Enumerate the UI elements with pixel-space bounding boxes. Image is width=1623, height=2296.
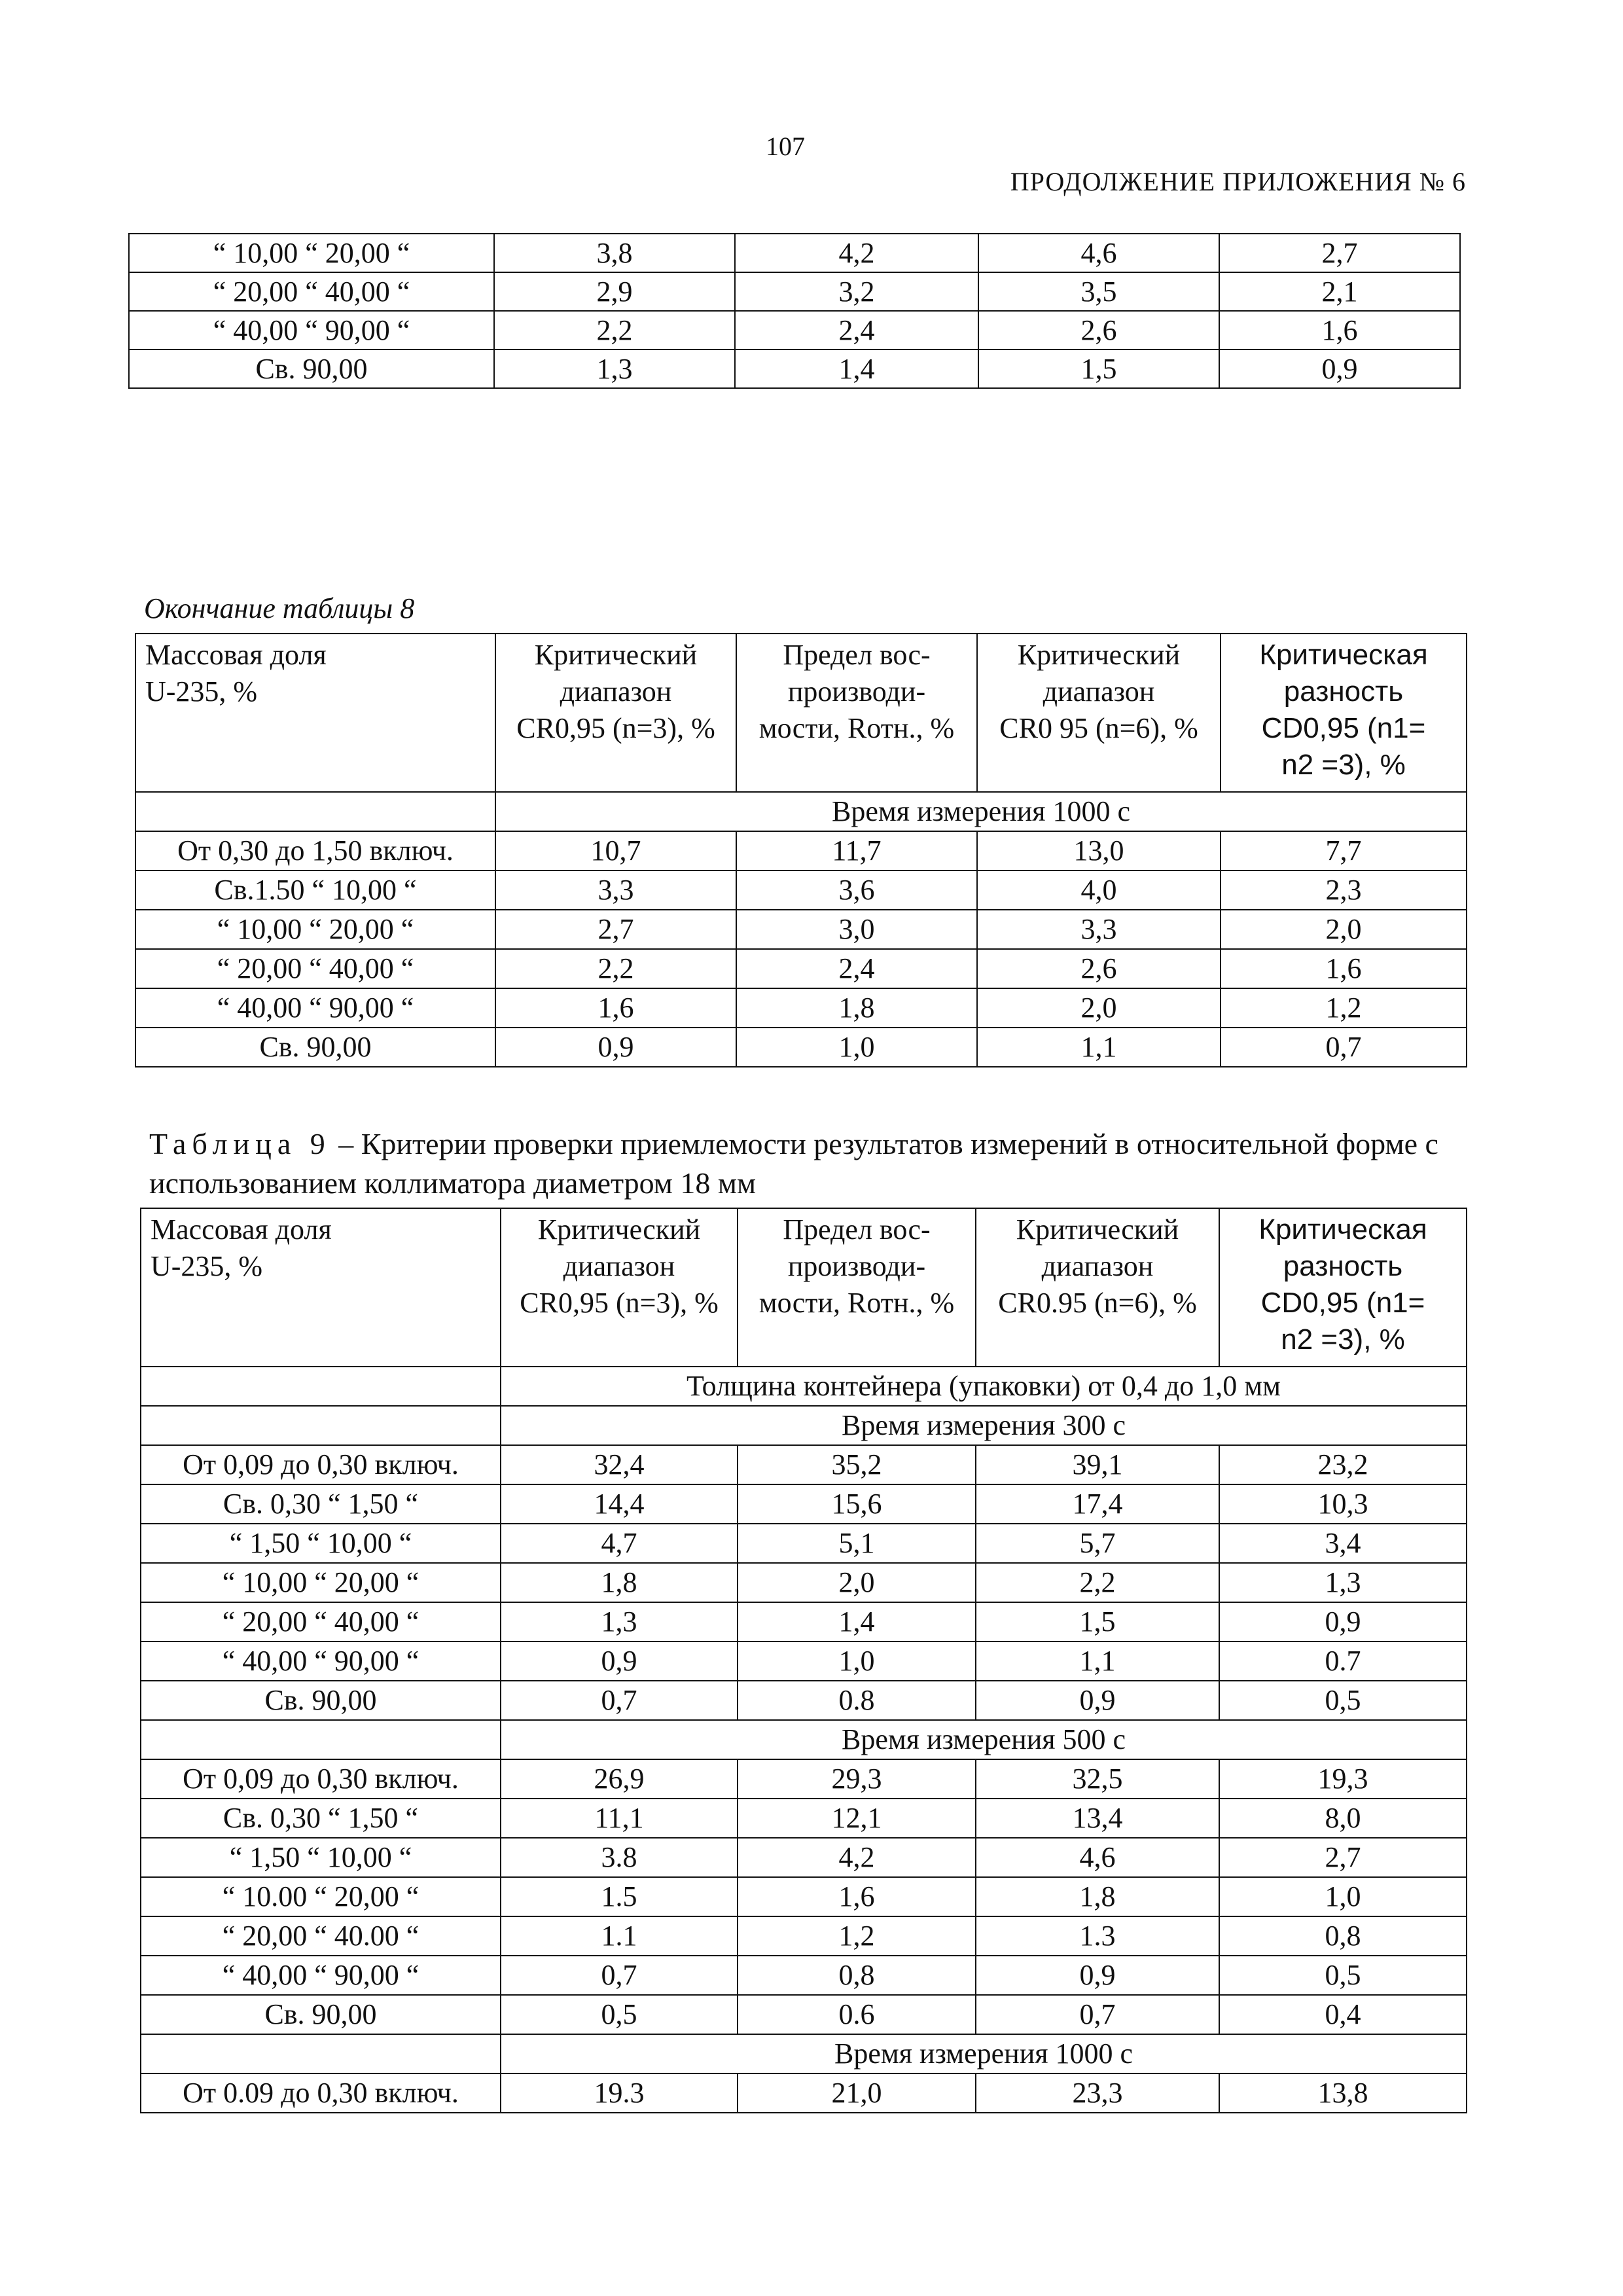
value-cell: 1.5: [501, 1877, 738, 1916]
row-label: “ 10,00 “ 20,00 “: [135, 910, 495, 949]
header-line: Массовая доля: [151, 1213, 332, 1246]
header-line: разность: [1283, 675, 1404, 708]
section-title: Время измерения 300 с: [501, 1406, 1467, 1445]
section-title-row: [141, 1720, 1467, 1759]
table-row: [135, 988, 1467, 1028]
value-cell: 0.7: [1219, 1641, 1467, 1681]
value-cell: 2,2: [976, 1563, 1219, 1602]
value-cell: 1,3: [494, 350, 735, 388]
value-cell: 4,6: [978, 234, 1219, 272]
table8: [135, 633, 1467, 1067]
value-cell: 2,4: [736, 949, 977, 988]
row-label: “ 40,00 “ 90,00 “: [141, 1956, 501, 1995]
table9-caption: [149, 1124, 1465, 1203]
empty-cell: [141, 1720, 501, 1759]
value-cell: 19,3: [1219, 1759, 1467, 1799]
value-cell: 0.8: [738, 1681, 976, 1720]
header-line: диапазон: [1043, 675, 1155, 708]
value-cell: 10,7: [495, 831, 736, 870]
value-cell: 0,9: [1219, 350, 1460, 388]
table9-header-cr-n3: [501, 1208, 738, 1367]
row-label: Св.1.50 “ 10,00 “: [135, 870, 495, 910]
value-cell: 1,8: [976, 1877, 1219, 1916]
row-label: Св. 90,00: [135, 1028, 495, 1067]
table8-header-mass-fraction: [135, 634, 495, 792]
value-cell: 1,8: [501, 1563, 738, 1602]
row-label: “ 20,00 “ 40,00 “: [141, 1602, 501, 1641]
header-line: Предел вос-: [783, 639, 931, 671]
value-cell: 2,0: [1221, 910, 1467, 949]
value-cell: 1,4: [738, 1602, 976, 1641]
header-line: CR0,95 (n=3), %: [520, 1287, 719, 1319]
header-line: U-235, %: [145, 675, 258, 708]
value-cell: 1,2: [1221, 988, 1467, 1028]
empty-cell: [141, 1367, 501, 1406]
value-cell: 13,0: [977, 831, 1221, 870]
value-cell: 2,6: [978, 311, 1219, 350]
header-line: Критическая: [1259, 639, 1428, 671]
value-cell: 11,1: [501, 1799, 738, 1838]
section-title: Время измерения 1000 с: [495, 792, 1467, 831]
value-cell: 32,4: [501, 1445, 738, 1484]
table-row: [135, 910, 1467, 949]
section-title-row: [141, 2034, 1467, 2073]
empty-cell: [141, 1406, 501, 1445]
header-line: производи-: [787, 675, 926, 708]
header-line: Предел вос-: [783, 1213, 931, 1246]
row-label: “ 40,00 “ 90,00 “: [141, 1641, 501, 1681]
header-line: Критическая: [1258, 1213, 1427, 1246]
value-cell: 13,8: [1219, 2073, 1467, 2113]
table-row: [141, 1956, 1467, 1995]
table9-header-row: [141, 1208, 1467, 1367]
table8-header-cr-n6: [977, 634, 1221, 792]
value-cell: 0,5: [1219, 1956, 1467, 1995]
value-cell: 3,5: [978, 272, 1219, 311]
value-cell: 3,8: [494, 234, 735, 272]
value-cell: 2,9: [494, 272, 735, 311]
value-cell: 5,1: [738, 1524, 976, 1563]
row-label: От 0.09 до 0,30 включ.: [141, 2073, 501, 2113]
table8-header-cr-n3: [495, 634, 736, 792]
value-cell: 13,4: [976, 1799, 1219, 1838]
header-line: Массовая доля: [145, 639, 327, 671]
value-cell: 23,3: [976, 2073, 1219, 2113]
table-row: [141, 1838, 1467, 1877]
table9-container-note: Толщина контейнера (упаковки) от 0,4 до 1,0 мм: [501, 1367, 1467, 1406]
table8-header-reproducibility: [736, 634, 977, 792]
value-cell: 2,6: [977, 949, 1221, 988]
value-cell: 0,5: [1219, 1681, 1467, 1720]
appendix-header: ПРОДОЛЖЕНИЕ ПРИЛОЖЕНИЯ № 6: [1010, 167, 1466, 196]
value-cell: 7,7: [1221, 831, 1467, 870]
value-cell: 1,0: [1219, 1877, 1467, 1916]
value-cell: 2,0: [738, 1563, 976, 1602]
value-cell: 8,0: [1219, 1799, 1467, 1838]
section-title-row: [135, 792, 1467, 831]
value-cell: 19.3: [501, 2073, 738, 2113]
value-cell: 0,9: [1219, 1602, 1467, 1641]
continuation-table: [128, 233, 1461, 389]
value-cell: 2,2: [495, 949, 736, 988]
table-row: [129, 350, 1460, 388]
value-cell: 1,0: [736, 1028, 977, 1067]
value-cell: 10,3: [1219, 1484, 1467, 1524]
header-line: CR0 95 (n=6), %: [999, 712, 1198, 744]
section-title-row: [141, 1406, 1467, 1445]
value-cell: 0,7: [501, 1956, 738, 1995]
value-cell: 4,6: [976, 1838, 1219, 1877]
value-cell: 14,4: [501, 1484, 738, 1524]
value-cell: 1,6: [495, 988, 736, 1028]
value-cell: 0,8: [1219, 1916, 1467, 1956]
table8-caption: Окончание таблицы 8: [144, 592, 415, 624]
row-label: От 0,30 до 1,50 включ.: [135, 831, 495, 870]
table8-header-row: [135, 634, 1467, 792]
row-label: Св. 90,00: [141, 1681, 501, 1720]
row-label: “ 40,00 “ 90,00 “: [135, 988, 495, 1028]
table9-header-reproducibility: [738, 1208, 976, 1367]
value-cell: 2,1: [1219, 272, 1460, 311]
table-row: [141, 1563, 1467, 1602]
table-row: [141, 1995, 1467, 2034]
table-row: [129, 272, 1460, 311]
table-row: [129, 234, 1460, 272]
header-line: Критический: [537, 1213, 701, 1246]
header-line: производи-: [787, 1250, 926, 1282]
table9-header-mass-fraction: [141, 1208, 501, 1367]
row-label: “ 20,00 “ 40.00 “: [141, 1916, 501, 1956]
header-line: CD0,95 (n1=: [1261, 712, 1426, 744]
value-cell: 0,9: [495, 1028, 736, 1067]
table-row: [141, 1799, 1467, 1838]
table-row: [141, 1916, 1467, 1956]
table-row: [141, 1759, 1467, 1799]
value-cell: 3,3: [495, 870, 736, 910]
header-line: диапазон: [560, 675, 672, 708]
value-cell: 1,3: [1219, 1563, 1467, 1602]
table9-header-cd: [1219, 1208, 1467, 1367]
value-cell: 0,4: [1219, 1995, 1467, 2034]
value-cell: 39,1: [976, 1445, 1219, 1484]
value-cell: 4,2: [738, 1838, 976, 1877]
value-cell: 2,0: [977, 988, 1221, 1028]
row-label: Св. 90,00: [141, 1995, 501, 2034]
header-line: Критический: [1017, 639, 1181, 671]
table-row: [135, 831, 1467, 870]
value-cell: 0,7: [976, 1995, 1219, 2034]
value-cell: 1.3: [976, 1916, 1219, 1956]
continuation-table-body: [129, 234, 1460, 388]
table-row: [141, 1524, 1467, 1563]
header-line: диапазон: [563, 1250, 675, 1282]
table-row: [141, 1484, 1467, 1524]
table-row: [129, 311, 1460, 350]
value-cell: 32,5: [976, 1759, 1219, 1799]
value-cell: 2,7: [495, 910, 736, 949]
table-row: [141, 1641, 1467, 1681]
header-line: CR0.95 (n=6), %: [998, 1287, 1197, 1319]
header-line: n2 =3), %: [1281, 749, 1406, 781]
row-label: Св. 0,30 “ 1,50 “: [141, 1484, 501, 1524]
row-label: “ 1,50 “ 10,00 “: [141, 1838, 501, 1877]
header-line: CD0,95 (n1=: [1260, 1287, 1425, 1319]
value-cell: 5,7: [976, 1524, 1219, 1563]
value-cell: 3,2: [735, 272, 978, 311]
value-cell: 2,7: [1219, 234, 1460, 272]
value-cell: 26,9: [501, 1759, 738, 1799]
table-row: [141, 1877, 1467, 1916]
value-cell: 3,4: [1219, 1524, 1467, 1563]
value-cell: 0,5: [501, 1995, 738, 2034]
value-cell: 1.1: [501, 1916, 738, 1956]
value-cell: 3.8: [501, 1838, 738, 1877]
table9-header-cr-n6: [976, 1208, 1219, 1367]
table-row: [141, 1602, 1467, 1641]
empty-cell: [135, 792, 495, 831]
header-line: Критический: [1016, 1213, 1179, 1246]
value-cell: 0,9: [501, 1641, 738, 1681]
row-label: “ 1,50 “ 10,00 “: [141, 1524, 501, 1563]
value-cell: 0,8: [738, 1956, 976, 1995]
header-line: Критический: [534, 639, 698, 671]
table-row: [135, 949, 1467, 988]
value-cell: 1,5: [976, 1602, 1219, 1641]
value-cell: 1,1: [976, 1641, 1219, 1681]
section-title: Время измерения 500 с: [501, 1720, 1467, 1759]
row-label: “ 20,00 “ 40,00 “: [129, 272, 494, 311]
value-cell: 1,6: [1221, 949, 1467, 988]
value-cell: 0.6: [738, 1995, 976, 2034]
value-cell: 29,3: [738, 1759, 976, 1799]
value-cell: 35,2: [738, 1445, 976, 1484]
header-line: разность: [1283, 1250, 1403, 1282]
value-cell: 17,4: [976, 1484, 1219, 1524]
value-cell: 3,6: [736, 870, 977, 910]
value-cell: 4,7: [501, 1524, 738, 1563]
row-label: “ 20,00 “ 40,00 “: [135, 949, 495, 988]
table-row: [141, 1681, 1467, 1720]
table9-caption-label: Таблица 9: [149, 1127, 331, 1160]
row-label: “ 10.00 “ 20,00 “: [141, 1877, 501, 1916]
value-cell: 1,6: [1219, 311, 1460, 350]
table-row: [135, 1028, 1467, 1067]
table8-body: [135, 634, 1467, 1067]
value-cell: 2,4: [735, 311, 978, 350]
row-label: “ 10,00 “ 20,00 “: [141, 1563, 501, 1602]
value-cell: 4,0: [977, 870, 1221, 910]
value-cell: 1,4: [735, 350, 978, 388]
value-cell: 12,1: [738, 1799, 976, 1838]
value-cell: 4,2: [735, 234, 978, 272]
row-label: От 0,09 до 0,30 включ.: [141, 1445, 501, 1484]
table8-header-cd: [1221, 634, 1467, 792]
row-label: Св. 90,00: [129, 350, 494, 388]
value-cell: 0,9: [976, 1681, 1219, 1720]
value-cell: 1,5: [978, 350, 1219, 388]
value-cell: 3,0: [736, 910, 977, 949]
table9-caption-text: – Критерии проверки приемлемости результатов измерений в относительной форме с использованием коллиматора диаметром 18 мм: [149, 1127, 1438, 1200]
value-cell: 0,9: [976, 1956, 1219, 1995]
value-cell: 1,8: [736, 988, 977, 1028]
row-label: Св. 0,30 “ 1,50 “: [141, 1799, 501, 1838]
value-cell: 0,7: [501, 1681, 738, 1720]
header-line: мости, Rотн., %: [758, 712, 955, 744]
header-line: CR0,95 (n=3), %: [516, 712, 715, 744]
header-line: U-235, %: [151, 1250, 263, 1282]
table-row: [141, 1445, 1467, 1484]
value-cell: 2,2: [494, 311, 735, 350]
value-cell: 0,7: [1221, 1028, 1467, 1067]
section-title: Время измерения 1000 с: [501, 2034, 1467, 2073]
header-line: мости, Rотн., %: [758, 1287, 955, 1319]
table-row: [135, 870, 1467, 910]
empty-cell: [141, 2034, 501, 2073]
page-number: 107: [766, 132, 805, 161]
table-row: [141, 2073, 1467, 2113]
value-cell: 1,1: [977, 1028, 1221, 1067]
value-cell: 1,3: [501, 1602, 738, 1641]
table9-container-note-row: [141, 1367, 1467, 1406]
value-cell: 2,7: [1219, 1838, 1467, 1877]
table9: [140, 1208, 1467, 2113]
header-line: n2 =3), %: [1281, 1323, 1405, 1355]
row-label: “ 40,00 “ 90,00 “: [129, 311, 494, 350]
row-label: От 0,09 до 0,30 включ.: [141, 1759, 501, 1799]
header-line: диапазон: [1041, 1250, 1154, 1282]
value-cell: 3,3: [977, 910, 1221, 949]
value-cell: 11,7: [736, 831, 977, 870]
value-cell: 2,3: [1221, 870, 1467, 910]
table9-body: [141, 1208, 1467, 2113]
value-cell: 23,2: [1219, 1445, 1467, 1484]
row-label: “ 10,00 “ 20,00 “: [129, 234, 494, 272]
value-cell: 15,6: [738, 1484, 976, 1524]
value-cell: 21,0: [738, 2073, 976, 2113]
value-cell: 1,0: [738, 1641, 976, 1681]
value-cell: 1,6: [738, 1877, 976, 1916]
value-cell: 1,2: [738, 1916, 976, 1956]
